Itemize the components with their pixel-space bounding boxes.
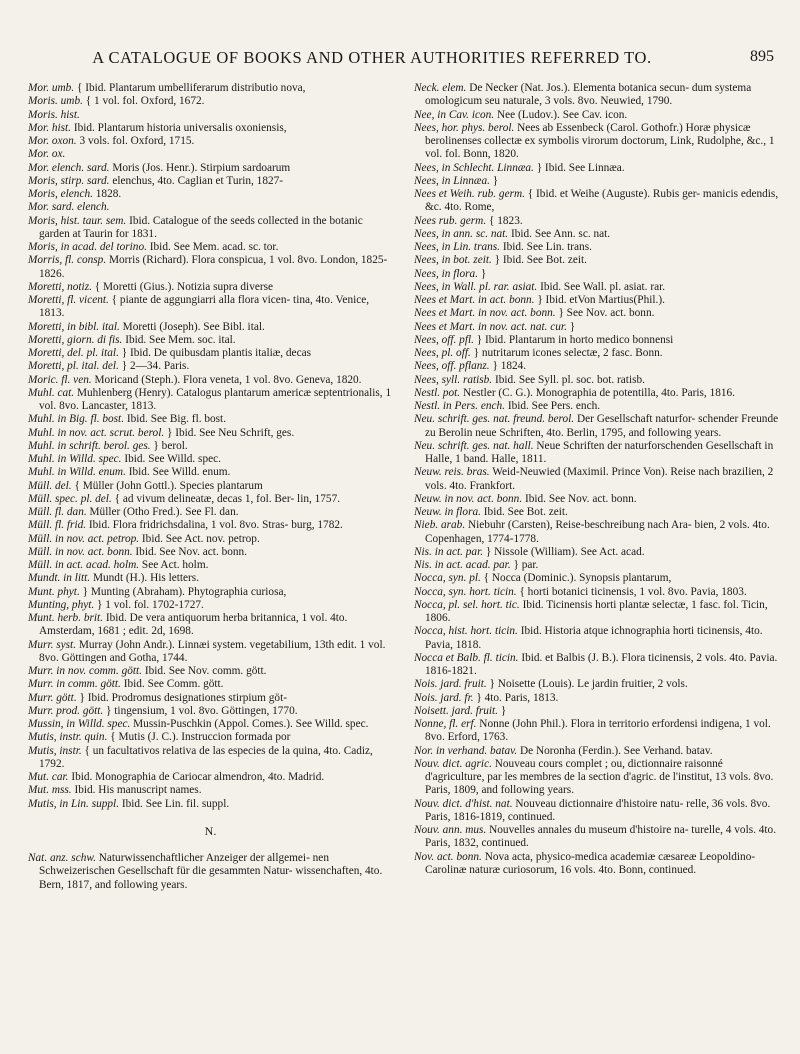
entry-abbreviation: Moris, elench. [28,188,93,200]
catalogue-entry [28,745,393,772]
entry-text: Ibid. See Nov. comm. gött. [144,665,267,677]
catalogue-entry [414,254,779,267]
entry-text: } par. [513,559,539,571]
entry-text: Ibid. See Ann. sc. nat. [510,227,611,240]
entry-abbreviation: Nee, in Cav. icon. [414,108,495,121]
entry-abbreviation: Nocca, syn. hort. ticin. [414,585,517,598]
entry-text: } Ibid. De quibusdam plantis italiæ, decas [121,347,311,359]
entry-text: { 1 vol. fol. Oxford, 1672. [85,95,205,108]
entry-text: 1828. [95,188,122,200]
catalogue-entry [28,321,393,334]
catalogue-entry [28,586,393,599]
entry-abbreviation: Müll. spec. pl. del. [28,492,112,505]
catalogue-entry [28,784,393,797]
entry-text: Nee (Ludov.). See Cav. icon. [496,108,628,121]
running-title: A CATALOGUE OF BOOKS AND OTHER AUTHORITIES REFERRED TO. [92,48,652,67]
entry-abbreviation: Neuw. in nov. act. bonn. [414,492,523,505]
entry-abbreviation: Nouv. dict. d'hist. nat. [414,797,513,810]
catalogue-entry [28,480,393,493]
entry-abbreviation: Nouv. ann. mus. [414,824,487,836]
entry-text: { Ibid. Plantarum umbelliferarum distributio nova, [76,82,306,94]
catalogue-entry [28,201,393,214]
catalogue-entry [28,533,393,546]
entry-abbreviation: Mussin, in Willd. spec. [28,718,131,730]
entry-abbreviation: Nis. in act. par. [414,545,484,558]
entry-text: Nouveau cours complet ; ou, dictionnaire raisonné d'agriculture, par les membres de la section d'agric. de l'institut, 13 vols. 8vo. Paris, 1809, and following years. [425,757,774,797]
entry-text: Nees ab Essenbeck (Carol. Gothofr.) Horæ physicæ berolinenses collectæ ex symbolis virorum doctorum, Link, Rudolphe, &c., 1 vol. fol. Bonn, 1820. [425,121,775,161]
entry-text: } 2—34. Paris. [121,360,190,373]
entry-abbreviation: Moris. umb. [28,95,83,108]
catalogue-entry [28,466,393,479]
catalogue-entry [28,95,393,108]
entry-abbreviation: Nor. in verhand. batav. [414,744,518,757]
catalogue-entry [414,798,779,825]
entry-text: Ibid. Ticinensis horti plantæ selectæ, 1 fasc. fol. Ticin, 1806. [425,598,768,624]
entry-text: Naturwissenchaftlicher Anzeiger der allgemei- nen Schweizerischen Gesellschaft für die gesammten Natur- wissenchaften, 4to. Bern, 1817, and following years. [39,852,383,891]
entry-abbreviation: Nov. act. bonn. [414,850,482,863]
catalogue-entry [414,559,779,572]
entry-text: Ibid. Flora fridrichsdalina, 1 vol. 8vo. Stras- burg, 1782. [88,519,343,532]
catalogue-entry [28,109,393,122]
catalogue-entry [414,228,779,241]
entry-abbreviation: Munting, phyt. [28,598,95,611]
entry-abbreviation: Muhl. in Willd. spec. [28,453,122,465]
entry-abbreviation: Murr. in comm. gött. [28,678,121,691]
catalogue-entry [28,678,393,691]
entry-abbreviation: Moris, hist. taur. sem. [28,214,127,227]
entry-text: } See Nov. act. bonn. [558,307,655,320]
entry-text: Ibid. See Nov. act. bonn. [524,492,637,505]
entry-abbreviation: Nees, in Lin. trans. [414,241,500,253]
entry-text: } Ibid. Plantarum in horto medico bonnensi [476,333,674,346]
entry-abbreviation: Neu. schrift. ges. nat. hall. [414,439,534,452]
entry-abbreviation: Nees, in Schlecht. Linnæa. [414,161,534,174]
catalogue-entry [28,162,393,175]
entry-abbreviation: Nocca, pl. sel. hort. tic. [414,598,520,611]
entry-abbreviation: Mut. mss. [28,784,72,797]
catalogue-entry [414,413,779,440]
entry-abbreviation: Neck. elem. [414,82,467,94]
catalogue-entry [28,599,393,612]
entry-text: Weid-Neuwied (Maximil. Prince Von). Reise nach brazilien, 2 vols. 4to. Frankfort. [425,466,774,492]
entry-abbreviation: Moretti, giorn. di fis. [28,333,123,346]
catalogue-entry [414,347,779,360]
catalogue-entry [28,639,393,666]
catalogue-entry [414,572,779,585]
entry-text: } nutritarum icones selectæ, 2 fasc. Bonn. [473,347,663,359]
entry-text: } Munting (Abraham). Phytographia curiosa, [82,585,287,598]
entry-abbreviation: Nis. in act. acad. par. [414,559,511,571]
entry-abbreviation: Muhl. in Willd. enum. [28,466,126,479]
entry-abbreviation: Neuw. reis. bras. [414,466,490,479]
entry-abbreviation: Mutis, instr. quin. [28,731,108,744]
catalogue-entry [414,374,779,387]
catalogue-entry [414,400,779,413]
entry-text: } 1 vol. fol. 1702-1727. [97,598,204,611]
entry-text: Ibid. See Lin. trans. [502,241,592,253]
entry-text: { Moretti (Gius.). Notizia supra diverse [94,280,274,293]
entry-abbreviation: Moris, in acad. del torino. [28,241,147,253]
entry-text: Ibid. See Bot. zeit. [483,506,568,518]
entry-abbreviation: Müll. fl. dan. [28,506,87,518]
catalogue-entry [414,281,779,294]
entry-abbreviation: Nees et Mart. in nov. act. bonn. [414,307,556,320]
catalogue-entry [28,546,393,559]
entry-abbreviation: Nees, in Wall. pl. rar. asiat. [414,280,538,293]
entry-text: } 4to. Paris, 1813. [476,691,559,704]
catalogue-entry [414,188,779,215]
entry-text: Neue Schriften der naturforschenden Gesellschaft in Halle, 1 band. Halle, 1811. [425,439,774,465]
entry-text: Ibid. See Act. nov. petrop. [141,532,260,545]
catalogue-entry [414,652,779,679]
entry-text: Mussin-Puschkin (Appol. Comes.). See Willd. spec. [133,718,369,730]
entry-text: } [569,320,576,333]
entry-text: Ibid. et Balbis (J. B.). Flora ticinensis, 2 vols. 4to. Pavia. 1816-1821. [425,651,778,677]
catalogue-entry [414,678,779,691]
catalogue-entry [414,718,779,745]
entry-abbreviation: Müll. del. [28,479,72,492]
catalogue-entry [414,307,779,320]
catalogue-entry [28,360,393,373]
entry-text: Nestler (C. G.). Monographia de potentilla, 4to. Paris, 1816. [462,386,735,399]
entry-abbreviation: Nois. jard. fr. [414,691,474,704]
catalogue-entry [28,122,393,135]
catalogue-entry [414,440,779,467]
entry-abbreviation: Muhl. in schrift. berol. ges. [28,439,151,452]
entry-abbreviation: Mor. elench. sard. [28,161,110,174]
entry-abbreviation: Nees rub. germ. [414,214,487,227]
entry-abbreviation: Moris. hist. [28,108,80,121]
catalogue-entry [28,175,393,188]
entry-abbreviation: Mutis, in Lin. suppl. [28,797,120,810]
entry-abbreviation: Mor. oxon. [28,135,77,147]
catalogue-entry [28,665,393,678]
catalogue-entry [28,281,393,294]
catalogue-entry [28,188,393,201]
entry-text: Ibid. See Pers. ench. [507,400,601,412]
entry-text: Nouveau dictionnaire d'histoire natu- relle, 36 vols. 8vo. Paris, 1816-1819, continued. [425,797,771,823]
catalogue-entry [28,506,393,519]
entry-abbreviation: Nieb. arab. [414,519,466,532]
entry-abbreviation: Nocca et Balb. fl. ticin. [414,651,519,664]
entry-abbreviation: Moric. fl. ven. [28,373,92,386]
entry-text: } Nissole (William). See Act. acad. [485,545,645,558]
entry-abbreviation: Murr. prod. gött. [28,704,104,717]
entry-abbreviation: Nat. anz. schw. [28,852,96,864]
catalogue-entry [28,374,393,387]
catalogue-entry [28,241,393,254]
entry-text: 3 vols. fol. Oxford, 1715. [79,135,195,147]
catalogue-entry [414,745,779,758]
entry-text: Moretti (Joseph). See Bibl. ital. [122,320,265,333]
entry-abbreviation: Mut. car. [28,771,69,783]
catalogue-entry [414,268,779,281]
entry-abbreviation: Noisett. jard. fruit. [414,704,499,717]
entry-abbreviation: Müll. in nov. act. petrop. [28,532,140,545]
catalogue-entry [414,824,779,851]
entry-text: Morris (Richard). Flora conspicua, 1 vol. 8vo. London, 1825-1826. [39,254,388,280]
entry-text: { ad vivum delineatæ, decas 1, fol. Ber- lin, 1757. [114,492,341,505]
entry-abbreviation: Munt. herb. brit. [28,612,103,624]
right-column [414,82,779,877]
catalogue-entry [414,625,779,652]
entry-text: Ibid. See Mem. acad. sc. tor. [149,241,279,253]
entry-abbreviation: Mundt. in litt. [28,572,91,585]
catalogue-entry [28,705,393,718]
entry-abbreviation: Murr. syst. [28,638,77,651]
catalogue-entry [28,440,393,453]
entry-text: Müller (Otho Fred.). See Fl. dan. [89,506,239,518]
catalogue-entry [414,586,779,599]
entry-text: Ibid. See Lin. fil. suppl. [121,797,230,810]
entry-text: Der Gesellschaft naturfor- schender Freunde zu Berolin neue Schriften, 4to. Berlin, 1795, and following years. [425,413,779,439]
entry-abbreviation: Nees, in Linnæa. [414,174,490,187]
entry-abbreviation: Nees, off. pfl. [414,333,474,346]
catalogue-entry [414,294,779,307]
entry-abbreviation: Mor. umb. [28,82,75,94]
entry-text: { un facultativos relativa de las especies de la quina, 4to. Cadiz, 1792. [39,744,373,770]
entry-abbreviation: Moretti, pl. ital. del. [28,360,119,373]
catalogue-entry [28,254,393,281]
catalogue-entry [28,294,393,321]
entry-text: Ibid. See Syll. pl. soc. bot. ratisb. [494,373,645,386]
entry-abbreviation: Moris, stirp. sard. [28,174,110,187]
entry-abbreviation: Müll. in nov. act. bonn. [28,545,133,558]
catalogue-entry [28,612,393,639]
running-header [30,48,774,70]
catalogue-entry [28,493,393,506]
entry-text: Moricand (Steph.). Flora veneta, 1 vol. 8vo. Geneva, 1820. [94,373,362,386]
entry-text: { 1823. [489,214,523,227]
entry-abbreviation: Nees et Mart. in nov. act. nat. cur. [414,320,567,333]
entry-abbreviation: Moretti, in bibl. ital. [28,320,120,333]
catalogue-entry [28,347,393,360]
catalogue-entry [414,175,779,188]
page-number: 895 [750,48,774,65]
entry-text: Ibid. Monographia de Cariocar almendron, 4to. Madrid. [71,771,325,783]
catalogue-entry [414,334,779,347]
entry-text: Moris (Jos. Henr.). Stirpium sardoarum [112,161,291,174]
catalogue-entry [414,506,779,519]
catalogue-entry [28,798,393,811]
catalogue-entry [414,466,779,493]
entry-abbreviation: Nois. jard. fruit. [414,678,487,691]
entry-abbreviation: Muhl. in nov. act. scrut. berol. [28,426,165,439]
entry-text: } Ibid. See Linnæa. [536,161,625,174]
catalogue-entry [28,413,393,426]
entry-text: } tingensium, 1 vol. 8vo. Göttingen, 1770. [106,704,298,717]
entry-text: } Noisette (Louis). Le jardin fruitier, 2 vols. [489,678,688,691]
entry-text: } Ibid. See Neu Schrift, ges. [167,426,295,439]
left-column [28,82,393,892]
catalogue-entry [414,387,779,400]
entry-abbreviation: Murr. gött. [28,691,77,704]
entry-text: Ibid. Catalogue of the seeds collected in the botanic garden at Taurin for 1831. [39,214,363,240]
entry-abbreviation: Muhl. cat. [28,386,75,399]
entry-abbreviation: Nocca, hist. hort. ticin. [414,625,518,638]
entry-text: Ibid. De vera antiquorum herba britannica, 1 vol. 4to. Amsterdam, 1681 ; edit. 2d, 1698. [39,612,348,638]
catalogue-entry [28,334,393,347]
entry-text: } Ibid. See Bot. zeit. [494,254,587,267]
entry-text: See Act. holm. [141,559,209,571]
catalogue-entry [28,771,393,784]
catalogue-entry [414,692,779,705]
entry-text: Nova acta, physico-medica academiæ cæsareæ Leopoldino-Carolinæ naturæ curiosorum, 16 vols. 4to. Bonn, continued. [425,850,756,876]
entry-abbreviation: Muhl. in Big. fl. bost. [28,413,125,426]
entry-text: elenchus, 4to. Caglian et Turin, 1827- [112,174,284,187]
entry-abbreviation: Nees, pl. off. [414,347,471,359]
entry-abbreviation: Morris, fl. consp. [28,254,107,267]
entry-text: } berol. [153,439,188,452]
entry-abbreviation: Mor. sard. elench. [28,201,110,214]
entry-abbreviation: Nees, in bot. zeit. [414,254,492,267]
entry-text: Ibid. His manuscript names. [74,784,202,797]
catalogue-entry [28,215,393,242]
entry-abbreviation: Nocca, syn. pl. [414,572,481,585]
catalogue-entry [414,321,779,334]
entry-text: } [492,174,499,187]
catalogue-entry [28,148,393,161]
catalogue-entry [414,360,779,373]
catalogue-entry [28,692,393,705]
entry-abbreviation: Nees, hor. phys. berol. [414,121,515,134]
catalogue-entry [414,599,779,626]
entry-text: } [480,267,487,280]
entry-text: { Ibid. et Weihe (Auguste). Rubis ger- manicis edendis, &c. 4to. Rome, [425,188,779,214]
entry-abbreviation: Müll. fl. frid. [28,519,87,532]
catalogue-entry [414,122,779,162]
catalogue-entry [414,705,779,718]
catalogue-entry [414,162,779,175]
entry-text: Ibid. See Nov. act. bonn. [135,545,248,558]
catalogue-entry [28,559,393,572]
catalogue-entry [414,519,779,546]
entry-text: Ibid. See Willd. enum. [128,466,231,479]
entry-abbreviation: Nestl. pot. [414,386,461,399]
entry-text: Ibid. See Mem. soc. ital. [125,333,236,346]
catalogue-entry [28,453,393,466]
entry-abbreviation: Nees, off. pflanz. [414,360,490,373]
entry-text: Ibid. See Comm. gött. [123,678,224,691]
entry-abbreviation: Mor. ox. [28,148,66,161]
entry-text: Murray (John Andr.). Linnæi system. vegetabilium, 13th edit. 1 vol. 8vo. Göttingen and Gotha, 1744. [39,638,386,664]
catalogue-entry [414,851,779,878]
entry-abbreviation: Moretti, notiz. [28,280,92,293]
catalogue-entry [28,731,393,744]
catalogue-entry [28,852,393,892]
entry-text: { Mutis (J. C.). Instruccion formada por [110,731,291,744]
entry-text: De Noronha (Ferdin.). See Verhand. batav. [519,744,713,757]
entry-abbreviation: Neu. schrift. ges. nat. freund. berol. [414,413,575,426]
entry-text: } Ibid. etVon Martius(Phil.). [537,294,665,306]
entry-text: { Müller (John Gottl.). Species plantarum [74,479,263,492]
catalogue-entry [28,572,393,585]
entry-abbreviation: Nees et Mart. in act. bonn. [414,294,535,306]
entry-abbreviation: Müll. in act. acad. holm. [28,559,140,571]
catalogue-entry [28,135,393,148]
entry-abbreviation: Moretti, fl. vicent. [28,294,109,306]
entry-text: Mundt (H.). His letters. [92,572,200,585]
entry-abbreviation: Nees et Weih. rub. germ. [414,188,525,200]
catalogue-entry [414,109,779,122]
entry-text: Ibid. Plantarum historia universalis oxoniensis, [73,121,287,134]
catalogue-entry [414,241,779,254]
entry-text: Niebuhr (Carsten), Reise-beschreibung nach Ara- bien, 2 vols. 4to. Copenhagen, 1774-1778. [425,519,770,545]
entry-text: Ibid. Historia atque ichnographia horti ticinensis, 4to. Pavia, 1818. [425,625,763,651]
entry-abbreviation: Mutis, instr. [28,744,82,757]
entry-text: De Necker (Nat. Jos.). Elementa botanica secun- dum systema omologicum seu naturale, 3 vols. 8vo. Neuwied, 1790. [425,82,752,108]
entry-abbreviation: Murr. in nov. comm. gött. [28,665,143,677]
entry-abbreviation: Mor. hist. [28,121,71,134]
entry-abbreviation: Nees, in flora. [414,267,479,280]
catalogue-entry [414,758,779,798]
entry-text: } Ibid. Prodromus designationes stirpium göt- [79,691,287,704]
entry-text: Ibid. See Willd. spec. [124,453,221,465]
catalogue-entry [28,82,393,95]
catalogue-entry [28,718,393,731]
catalogue-entry [28,427,393,440]
entry-abbreviation: Nees, syll. ratisb. [414,373,493,386]
entry-text: { Nocca (Dominic.). Synopsis plantarum, [483,572,672,585]
entry-abbreviation: Nees, in ann. sc. nat. [414,227,509,240]
entry-text: } [500,704,507,717]
entry-text: } 1824. [492,360,527,373]
section-heading: N. [204,823,217,838]
catalogue-entry [414,215,779,228]
entry-abbreviation: Nouv. dict. agric. [414,757,492,770]
entry-text: Ibid. See Big. fl. bost. [126,413,227,426]
entry-abbreviation: Munt. phyt. [28,585,80,598]
entry-text: { piante de aggungiarri alla flora vicen- tina, 4to. Venice, 1813. [39,294,370,320]
entry-abbreviation: Nestl. in Pers. ench. [414,400,505,412]
entry-text: Nouvelles annales du museum d'histoire na- turelle, 4 vols. 4to. Paris, 1832, continued. [425,824,777,850]
entry-abbreviation: Nonne, fl. erf. [414,718,477,730]
catalogue-entry [414,546,779,559]
catalogue-entry [414,82,779,109]
entry-text: Nonne (John Phil.). Flora in territorio erfordensi indigena, 1 vol. 8vo. Erford, 1763. [425,718,771,744]
entry-abbreviation: Moretti, del. pl. ital. [28,347,119,359]
entry-text: { horti botanici ticinensis, 1 vol. 8vo. Pavia, 1803. [519,585,747,598]
entry-text: Ibid. See Wall. pl. asiat. rar. [540,280,666,293]
entry-abbreviation: Neuw. in flora. [414,506,481,518]
catalogue-entry [414,493,779,506]
catalogue-entry [28,387,393,414]
entry-text: Muhlenberg (Henry). Catalogus plantarum americæ septentrionalis, 1 vol. 8vo. Lancaster, 1813. [39,386,392,412]
catalogue-entry [28,519,393,532]
